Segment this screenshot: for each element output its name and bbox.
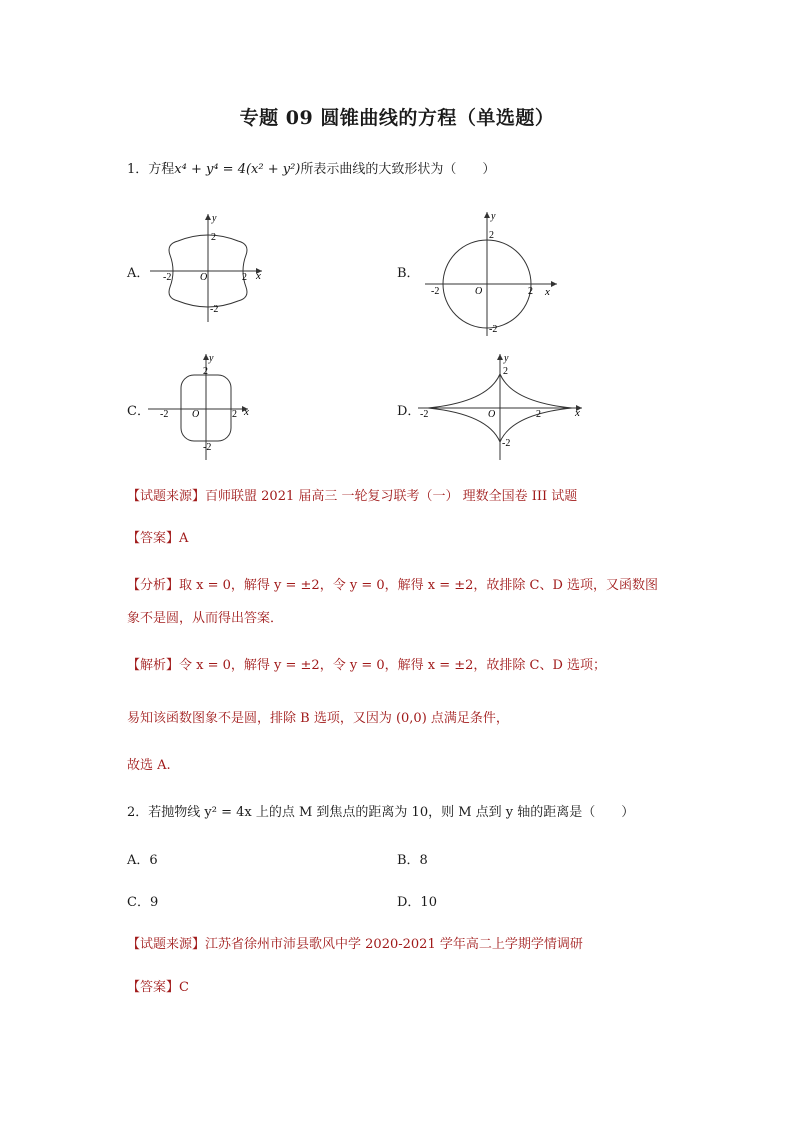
tick-y-pos: 2 (503, 366, 508, 377)
question-1-equation: x⁴ + y⁴ = 4(x² + y²) (174, 162, 301, 177)
question-2-option-a: A．6 (127, 853, 158, 868)
question-1-answer (127, 527, 188, 546)
x-axis-arrow (551, 281, 557, 287)
question-1-solution-line-2: 易知该函数图象不是圆，排除 B 选项，又因为 (0,0) 点满足条件， (127, 711, 509, 726)
tick-x-neg: -2 (420, 409, 429, 420)
option-a-label: A． (127, 266, 150, 281)
question-2-stem: 2．若抛物线 y² = 4x 上的点 M 到焦点的距离为 10，则 M 点到 y 轴的距离是（ ） (127, 805, 635, 820)
question-1-source (127, 485, 577, 504)
origin-label: O (200, 272, 208, 283)
question-1-suffix: 所表示曲线的大致形状为（ ） (300, 162, 496, 177)
y-axis-label: y (212, 213, 217, 224)
answer-tag: 【答案】 (127, 980, 180, 995)
origin-label: O (488, 409, 496, 420)
source-tag: 【试题来源】 (127, 937, 206, 952)
analysis-text-1: 取 x = 0，解得 y = ±2，令 y = 0，解得 x = ±2，故排除 C、D 选项，又函数图 (179, 578, 659, 593)
tick-y-neg: -2 (502, 438, 511, 449)
tick-y-pos: 2 (489, 230, 494, 241)
question-1-prefix: 1．方程 (127, 162, 175, 177)
source-text: 百师联盟 2021 届高三 一轮复习联考（一） 理数全国卷 III 试题 (205, 489, 578, 504)
option-b-label: B． (397, 266, 420, 281)
option-b-graph (425, 208, 565, 336)
question-2-option-d: D．10 (397, 895, 437, 910)
tick-x-pos: 2 (528, 286, 533, 297)
page-title: 专题 09 圆锥曲线的方程（单选题） (239, 107, 555, 129)
source-tag: 【试题来源】 (127, 489, 206, 504)
question-2-answer (127, 976, 189, 995)
solution-tag: 【解析】 (127, 658, 180, 673)
y-axis-label: y (209, 353, 214, 364)
question-2-option-c: C．9 (127, 895, 159, 910)
question-2-option-b: B．8 (397, 853, 428, 868)
option-c-label: C． (127, 404, 150, 419)
option-d-label: D． (397, 404, 421, 419)
y-axis-label: y (504, 353, 509, 364)
answer-text: C (179, 980, 189, 995)
option-d-graph (418, 350, 588, 460)
answer-text: A (179, 531, 189, 546)
y-axis-arrow (205, 214, 211, 220)
y-axis-label: y (491, 211, 496, 222)
y-axis-arrow (497, 354, 503, 360)
tick-x-pos: 2 (536, 409, 541, 420)
question-1-analysis-line-2: 象不是圆，从而得出答案． (127, 611, 284, 626)
option-a-graph (150, 210, 270, 322)
option-c-graph (148, 350, 258, 460)
tick-x-pos: 2 (232, 409, 237, 420)
x-axis-label: x (575, 407, 580, 419)
question-1-solution-line-1 (127, 654, 606, 673)
source-text: 江苏省徐州市沛县歌风中学 2020-2021 学年高二上学期学情调研 (205, 937, 583, 952)
origin-label: O (192, 409, 200, 420)
tick-y-pos: 2 (203, 366, 208, 377)
question-1-analysis-line-1 (127, 574, 658, 593)
tick-y-neg: -2 (210, 304, 219, 315)
question-1-stem (127, 158, 495, 177)
question-1-solution-line-3: 故选 A. (127, 758, 171, 773)
tick-x-neg: -2 (431, 286, 440, 297)
tick-y-pos: 2 (211, 232, 216, 243)
question-2-source (127, 933, 583, 952)
tick-x-neg: -2 (163, 272, 172, 283)
y-axis-arrow (484, 212, 490, 218)
x-axis-label: x (545, 286, 550, 298)
x-axis-label: x (256, 270, 261, 282)
origin-label: O (475, 286, 483, 297)
tick-y-neg: -2 (489, 324, 498, 335)
tick-x-pos: 2 (242, 272, 247, 283)
tick-x-neg: -2 (160, 409, 169, 420)
solution-text-1: 令 x = 0，解得 y = ±2，令 y = 0，解得 x = ±2，故排除 C、D 选项； (179, 658, 607, 673)
tick-y-neg: -2 (203, 442, 212, 453)
analysis-tag: 【分析】 (127, 578, 180, 593)
x-axis-label: x (244, 406, 249, 418)
answer-tag: 【答案】 (127, 531, 180, 546)
